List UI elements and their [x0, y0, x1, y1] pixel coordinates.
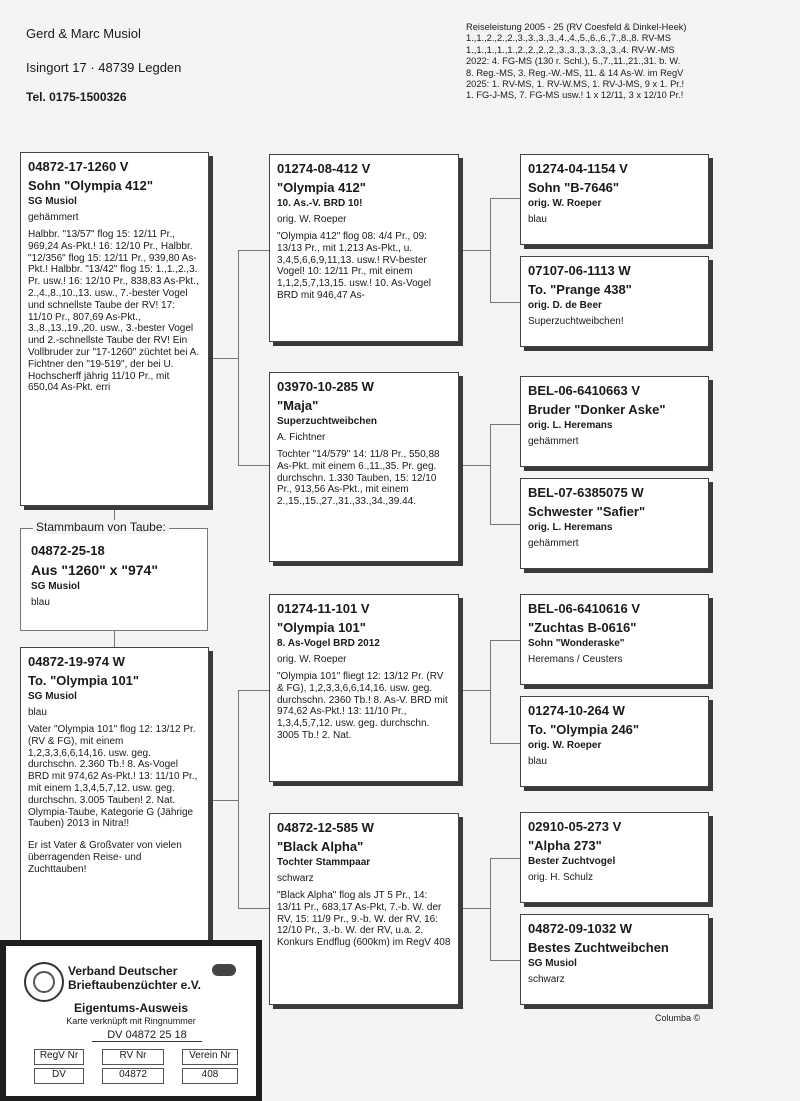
ring-number: 04872-17-1260 V: [28, 159, 129, 174]
sire-card: [20, 152, 209, 506]
gen3-card: 07107-06-1113 W To. "Prange 438" orig. D. de Beer Superzuchtweibchen!: [520, 256, 709, 347]
gen2-card: 04872-12-585 W "Black Alpha" Tochter Stammpaar schwarz "Black Alpha" flog als JT 5 Pr., 14: 13/11 Pr., 683,17 As-Pkt, 7.-b. W. der RV, 15: 11/9 Pr., 9.-b. W. der RV, 16: 12/10 Pr., 3.-b. W. der RV, u.a. 2. Konkurs Endflug (600km) im RegV 408: [269, 813, 459, 1005]
owner: SG Musiol: [31, 581, 80, 592]
performance-summary: Reiseleistung 2005 - 25 (RV Coesfeld & Dinkel-Heek) 1.,1.,2.,2.,2.,3.,3.,3.,3.,4.,4.,5.,6.,6.,7.,8.,8. RV-MS 1.,1.,1.,1.,1.,2.,2.,2.,2.,3.,3.,3.,3.,3.,3.,4. RV-W.-MS 2022: 4. FG-MS (130 r. Schl.), 5.,7.,11.,21.,31. b. W. 8. Reg.-MS, 3. Reg.-W.-MS, 11. & 14 As-W. im RegV 2025: 1. RV-MS, 1. RV-W.MS, 1. RV-J-MS, 9 x 1. Pr.! 1. FG-J-MS, 7. FG-MS usw.! 1 x 12/11, 3 x 12/10 Pr.!: [466, 22, 687, 101]
breeder-phone: Tel. 0175-1500326: [26, 90, 127, 104]
breeder-address: Isingort 17 · 48739 Legden: [26, 60, 182, 75]
pigeon-name: Sohn "Olympia 412": [28, 178, 154, 193]
pigeon-name: To. "Olympia 101": [28, 673, 140, 688]
color: gehämmert: [28, 212, 79, 223]
card-subtitle: Karte verknüpft mit Ringnummer: [66, 1016, 196, 1026]
gen3-card: 04872-09-1032 W Bestes Zuchtweibchen SG Musiol schwarz: [520, 914, 709, 1005]
dam-card: [20, 647, 209, 943]
gen2-card: 03970-10-285 W "Maja" Superzuchtweibchen A. Fichtner Tochter "14/579" 14: 11/8 Pr., 550,88 As-Pkt. mit einem 6.,11.,35. Pr. geg. durchschn. 1.330 Tauben, 15: 12/10 Pr., 913,56 As-Pkt., mit einem 2.,15.,15.,27.,31.,33.,34.,39.44.: [269, 372, 459, 562]
gen2-card: 01274-08-412 V "Olympia 412" 10. As.-V. BRD 10! orig. W. Roeper "Olympia 412" flog 08: 4/4 Pr., 09: 13/13 Pr., mit 1.213 As-Pkt., u. 3,4,5,6,6,9,11,13. usw.! RV-bester Vogel! 10: 12/11 Pr., mit einem 1,1,2,5,7,13,15. usw.! 10. As-Vogel BRD mit 946,47 As-: [269, 154, 459, 342]
gen3-card: 01274-04-1154 V Sohn "B-7646" orig. W. Roeper blau: [520, 154, 709, 245]
gen3-card: 01274-10-264 W To. "Olympia 246" orig. W. Roeper blau: [520, 696, 709, 787]
ring-number: 04872-19-974 W: [28, 654, 125, 669]
breeder-name: Gerd & Marc Musiol: [26, 26, 141, 41]
gen3-card: BEL-06-6410663 V Bruder "Donker Aske" orig. L. Heremans gehämmert: [520, 376, 709, 467]
gen2-card: 01274-11-101 V "Olympia 101" 8. As-Vogel BRD 2012 orig. W. Roeper "Olympia 101" fliegt 12: 13/12 Pr. (RV & FG), 1,2,3,3,6,6,14,16. usw. geg. durchschn. 2360 Tb.! 8. As-V. BRD mit 974,62 As-Pkt.! 13: 11/10 Pr., 1,3,4,5,7,12. usw. geg. durchschn. 3005 Tb.! 2. Nat.: [269, 594, 459, 782]
vdb-logo-icon: [24, 962, 64, 1002]
card-ring-number: DV 04872 25 18: [92, 1029, 202, 1042]
gen3-card: 02910-05-273 V "Alpha 273" Bester Zuchtvogel orig. H. Schulz: [520, 812, 709, 903]
org-line-1: Verband Deutscher: [68, 964, 178, 978]
ownership-card: Verband Deutscher Brieftaubenzüchter e.V. Eigentums-Ausweis Karte verknüpft mit Ringnummer DV 04872 25 18 RegV Nr RV Nr Verein Nr DV 04872 408: [0, 940, 262, 1101]
color: blau: [28, 707, 47, 718]
color: blau: [31, 597, 50, 608]
pigeon-icon: [212, 964, 236, 976]
card-title: Eigentums-Ausweis: [73, 1001, 189, 1015]
owner: SG Musiol: [28, 691, 77, 702]
owner: SG Musiol: [28, 196, 77, 207]
subject-label: Stammbaum von Taube:: [33, 520, 169, 534]
brand-credit: Columba ©: [655, 1013, 701, 1023]
description: Vater "Olympia 101" flog 12: 13/12 Pr. (RV & FG), mit einem 1,2,3,3,6,6,14,16. usw. geg. durchschn. 2.360 Tb.! 8. As-Vogel BRD mit 974,62 As-Pkt.! 13: 11/10 Pr., mit einem 1,3,4,5,7,12. usw. geg. durchschn. 3.005 Tauben! 2. Nat. Olympia-Taube, Kategorie G (Jährige Tauben) 2013 in Nitra!!: [28, 724, 198, 830]
description-2: Er ist Vater & Großvater von vielen überragenden Reise- und Zuchttauben!: [28, 840, 182, 875]
subject-card: [20, 520, 208, 631]
gen3-card: BEL-07-6385075 W Schwester "Safier" orig. L. Heremans gehämmert: [520, 478, 709, 569]
gen3-card: BEL-06-6410616 V "Zuchtas B-0616" Sohn "Wonderaske" Heremans / Ceusters: [520, 594, 709, 685]
ring-number: 04872-25-18: [31, 543, 105, 558]
org-line-2: Brieftaubenzüchter e.V.: [68, 978, 201, 992]
description: Halbbr. "13/57" flog 15: 12/11 Pr., 969,24 As-Pkt.! 16: 12/10 Pr., Halbbr. "12/356" flog 15: 12/11 Pr., 939,80 As-Pkt.! Halbbr. "13/42" flog 15: 1.,1.,2.,3. Pr. usw.! 16: 12/10 Pr., 838,83 As-Pkt., 2.,4.,8.,10.,13. usw., 7.-bester Vogel und schnellste Taube der RV! 17: 11/10 Pr., 807,69 As-Pkt., 3.,8.,13.,19.,20. usw., 3.-bester Vogel und 2.-schnellste Taube der RV! Ein Vollbruder zur "17-1260" züchtet bei A. Fichtner den "19-519", der bei U. Hochscherff jährig 11/10 Pr., mit 650,04 As-Pkt. erri: [28, 229, 200, 394]
pigeon-name: Aus "1260" x "974": [31, 562, 158, 578]
